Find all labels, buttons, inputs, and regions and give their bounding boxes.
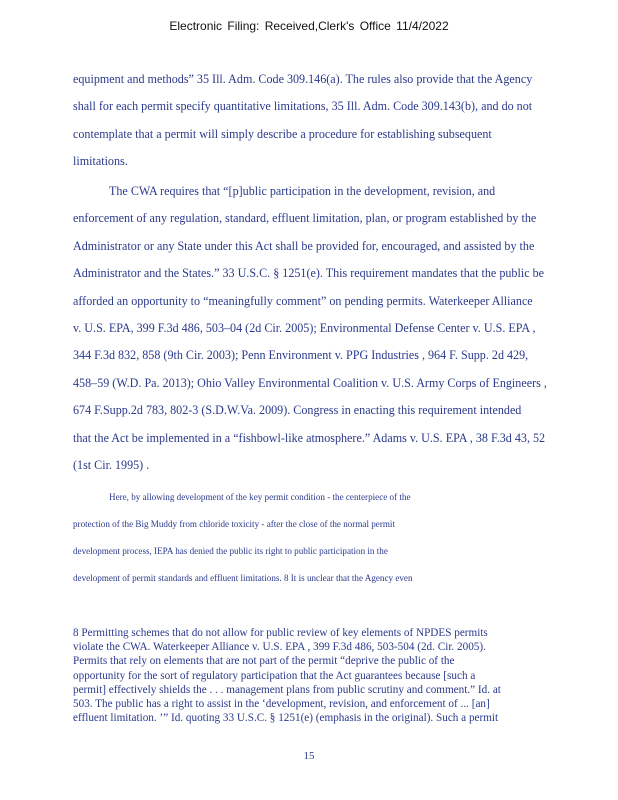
text-line: The CWA requires that “[p]ublic participation in the development, revision, and xyxy=(109,184,496,198)
footnote-line: 503. The public has a right to assist in the ‘development, revision, and enforcement of ... [an] xyxy=(73,697,490,710)
paragraph-1 xyxy=(73,66,593,176)
text-line: Administrator or any State under this Act shall be provided for, encouraged, and assisted by the xyxy=(73,238,535,253)
text-line: v. U.S. EPA, 399 F.3d 486, 503–04 (2d Cir. 2005); Environmental Defense Center v. U.S. EPA , xyxy=(73,320,536,335)
text-line: (1st Cir. 1995) . xyxy=(73,457,150,472)
footnote-8 xyxy=(73,626,593,725)
footnote-line: 8 Permitting schemes that do not allow for public review of key elements of NPDES permits xyxy=(73,627,488,639)
footnote-line: violate the CWA. Waterkeeper Alliance v. U.S. EPA , 399 F.3d 486, 503-504 (2d. Cir. 2005). xyxy=(73,641,486,654)
text-line: 344 F.3d 832, 858 (9th Cir. 2003); Penn Environment v. PPG Industries , 964 F. Supp. 2d 429, xyxy=(73,348,529,363)
text-line: Here, by allowing development of the key permit condition - the centerpiece of the xyxy=(109,492,411,502)
text-line: contemplate that a permit will simply describe a procedure for establishing subsequent xyxy=(73,126,492,141)
footnote-line: permit] effectively shields the . . . management plans from public scrutiny and comment.” Id. at xyxy=(73,683,501,696)
text-line: equipment and methods” 35 Ill. Adm. Code 309.146(a). The rules also provide that the Agency xyxy=(73,72,533,86)
text-line: development process, IEPA has denied the public its right to public participation in the xyxy=(73,546,388,556)
filing-header: Electronic Filing: Received,Clerk's Office 11/4/2022 xyxy=(169,19,449,33)
text-line: afforded an opportunity to “meaningfully comment” on pending permits. Waterkeeper Alliance xyxy=(73,293,533,308)
footnote-line: effluent limitation. ’” Id. quoting 33 U.S.C. § 1251(e) (emphasis in the original). Such a permit xyxy=(73,712,499,725)
footnote-line: Permits that rely on elements that are not part of the permit “deprive the public of the xyxy=(73,655,455,668)
text-line: that the Act be implemented in a “fishbowl-like atmosphere.” Adams v. U.S. EPA , 38 F.3d 43, 52 xyxy=(73,430,546,445)
text-line: enforcement of any regulation, standard, effluent limitation, plan, or program established by the xyxy=(73,211,537,226)
text-line: 458–59 (W.D. Pa. 2013); Ohio Valley Environmental Coalition v. U.S. Army Corps of Engineers , xyxy=(73,375,547,390)
text-line: limitations. xyxy=(73,154,128,169)
page-number: 15 xyxy=(303,750,315,762)
paragraph-2 xyxy=(73,178,593,479)
text-line: 674 F.Supp.2d 783, 802-3 (S.D.W.Va. 2009). Congress in enacting this requirement intended xyxy=(73,403,522,418)
text-line: protection of the Big Muddy from chloride toxicity - after the close of the normal permit xyxy=(73,519,395,529)
footnote-line: opportunity for the sort of regulatory participation that the Act guarantees because [such a xyxy=(73,669,476,682)
text-line: shall for each permit specify quantitative limitations, 35 Ill. Adm. Code 309.143(b), and do not xyxy=(73,99,533,114)
text-line: Administrator and the States.” 33 U.S.C. § 1251(e). This requirement mandates that the public be xyxy=(73,266,544,281)
text-line: development of permit standards and effluent limitations. 8 It is unclear that the Agency even xyxy=(73,573,413,583)
paragraph-3 xyxy=(73,484,593,592)
